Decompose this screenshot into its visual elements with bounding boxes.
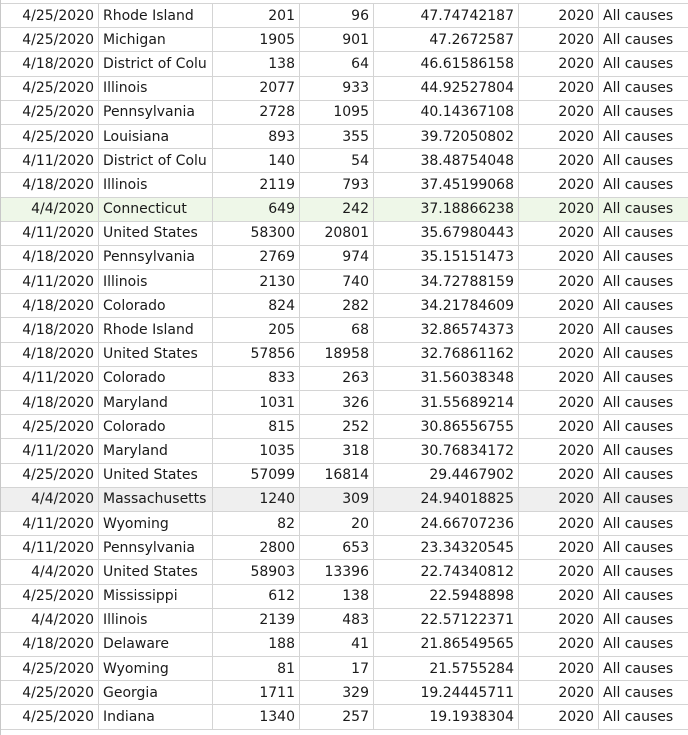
state-cell[interactable]: United States [99, 343, 213, 366]
state-cell[interactable]: Maryland [99, 391, 213, 414]
date-cell[interactable]: 4/18/2020 [1, 246, 99, 269]
count-cell-2[interactable]: 282 [300, 294, 374, 317]
count-cell-1[interactable]: 1031 [213, 391, 300, 414]
count-cell-1[interactable]: 893 [213, 125, 300, 148]
count-cell-2[interactable]: 41 [300, 633, 374, 656]
state-cell[interactable]: Wyoming [99, 657, 213, 680]
table-row [1, 149, 688, 173]
state-cell[interactable]: Indiana [99, 705, 213, 728]
state-cell[interactable]: Michigan [99, 28, 213, 51]
rate-cell[interactable]: 31.55689214 [374, 391, 519, 414]
state-cell[interactable]: Maryland [99, 439, 213, 462]
count-cell-2[interactable]: 933 [300, 77, 374, 100]
year-cell[interactable]: 2020 [519, 609, 599, 632]
rate-cell[interactable]: 22.74340812 [374, 560, 519, 583]
cause-cell[interactable]: All causes [603, 491, 674, 508]
count-cell-2[interactable]: 974 [300, 246, 374, 269]
rate-cell[interactable]: 21.86549565 [374, 633, 519, 656]
rate-cell[interactable]: 47.2672587 [374, 28, 519, 51]
state-cell[interactable]: Rhode Island [99, 318, 213, 341]
count-cell-2[interactable]: 326 [300, 391, 374, 414]
state-cell[interactable]: Colorado [99, 415, 213, 438]
year-cell[interactable]: 2020 [519, 4, 599, 27]
cause-cell[interactable]: All causes [603, 128, 674, 145]
count-cell-2[interactable]: 20801 [300, 222, 374, 245]
table-row [1, 705, 688, 729]
count-cell-2[interactable]: 54 [300, 149, 374, 172]
cause-cell[interactable]: All causes [603, 201, 674, 218]
table-row [1, 246, 688, 270]
table-row [1, 391, 688, 415]
cause-cell[interactable]: All causes [603, 442, 674, 459]
rate-cell[interactable]: 37.18866238 [374, 198, 519, 221]
cause-cell[interactable]: All causes [603, 467, 674, 484]
state-cell[interactable]: Illinois [99, 609, 213, 632]
state-cell[interactable]: United States [99, 464, 213, 487]
rate-cell[interactable]: 24.94018825 [374, 488, 519, 511]
date-cell[interactable]: 4/18/2020 [1, 52, 99, 75]
cause-cell[interactable]: All causes [603, 515, 674, 532]
table-row [1, 101, 688, 125]
cause-cell[interactable]: All causes [603, 249, 674, 266]
cause-cell[interactable]: All causes [603, 7, 674, 24]
rate-cell[interactable]: 30.86556755 [374, 415, 519, 438]
cause-cell[interactable]: All causes [603, 273, 674, 290]
state-cell[interactable]: Massachusetts [99, 488, 213, 511]
count-cell-1[interactable]: 2728 [213, 101, 300, 124]
rate-cell[interactable]: 37.45199068 [374, 173, 519, 196]
cause-cell[interactable]: All causes [603, 346, 674, 363]
table-row-selected [1, 488, 688, 512]
date-cell[interactable]: 4/25/2020 [1, 585, 99, 608]
count-cell-1[interactable]: 612 [213, 585, 300, 608]
cause-cell[interactable]: All causes [603, 394, 674, 411]
state-cell[interactable]: Delaware [99, 633, 213, 656]
year-cell[interactable]: 2020 [519, 560, 599, 583]
year-cell[interactable]: 2020 [519, 488, 599, 511]
count-cell-1[interactable]: 201 [213, 4, 300, 27]
date-cell[interactable]: 4/4/2020 [1, 560, 99, 583]
date-cell[interactable]: 4/25/2020 [1, 464, 99, 487]
year-cell[interactable]: 2020 [519, 343, 599, 366]
rate-cell[interactable]: 31.56038348 [374, 367, 519, 390]
count-cell-2[interactable]: 483 [300, 609, 374, 632]
count-cell-1[interactable]: 205 [213, 318, 300, 341]
cause-cell[interactable]: All causes [603, 660, 674, 677]
year-cell[interactable]: 2020 [519, 705, 599, 728]
count-cell-1[interactable]: 1035 [213, 439, 300, 462]
cause-cell[interactable]: All causes [603, 104, 674, 121]
cause-cell[interactable]: All causes [603, 225, 674, 242]
date-cell[interactable]: 4/25/2020 [1, 125, 99, 148]
count-cell-1[interactable]: 1340 [213, 705, 300, 728]
count-cell-1[interactable]: 2130 [213, 270, 300, 293]
count-cell-1[interactable]: 2077 [213, 77, 300, 100]
cause-cell[interactable]: All causes [603, 709, 674, 726]
table-row [1, 77, 688, 101]
cause-cell[interactable]: All causes [603, 322, 674, 339]
date-cell[interactable]: 4/25/2020 [1, 681, 99, 704]
count-cell-1[interactable]: 1711 [213, 681, 300, 704]
date-cell[interactable]: 4/18/2020 [1, 633, 99, 656]
year-cell[interactable]: 2020 [519, 77, 599, 100]
date-cell[interactable]: 4/4/2020 [1, 609, 99, 632]
date-cell[interactable]: 4/11/2020 [1, 536, 99, 559]
count-cell-2[interactable]: 653 [300, 536, 374, 559]
date-cell[interactable]: 4/25/2020 [1, 101, 99, 124]
cause-cell[interactable]: All causes [603, 539, 674, 556]
rate-cell[interactable]: 19.24445711 [374, 681, 519, 704]
table-row [1, 4, 688, 28]
table-row [1, 512, 688, 536]
table-row [1, 125, 688, 149]
state-cell[interactable]: District of Colu [99, 149, 213, 172]
count-cell-1[interactable]: 82 [213, 512, 300, 535]
table-row [1, 439, 688, 463]
count-cell-2[interactable]: 17 [300, 657, 374, 680]
count-cell-2[interactable]: 263 [300, 367, 374, 390]
year-cell[interactable]: 2020 [519, 198, 599, 221]
cause-cell[interactable]: All causes [603, 370, 674, 387]
count-cell-1[interactable]: 2139 [213, 609, 300, 632]
year-cell[interactable]: 2020 [519, 536, 599, 559]
state-cell[interactable]: Wyoming [99, 512, 213, 535]
year-cell[interactable]: 2020 [519, 52, 599, 75]
state-cell[interactable]: Mississippi [99, 585, 213, 608]
state-cell[interactable]: Louisiana [99, 125, 213, 148]
count-cell-1[interactable]: 833 [213, 367, 300, 390]
table-row [1, 343, 688, 367]
year-cell[interactable]: 2020 [519, 173, 599, 196]
count-cell-1[interactable]: 138 [213, 52, 300, 75]
cause-cell[interactable]: All causes [603, 684, 674, 701]
rate-cell[interactable]: 21.5755284 [374, 657, 519, 680]
count-cell-2[interactable]: 329 [300, 681, 374, 704]
year-cell[interactable]: 2020 [519, 681, 599, 704]
state-cell[interactable]: Pennsylvania [99, 536, 213, 559]
date-cell[interactable]: 4/25/2020 [1, 4, 99, 27]
table-row [1, 657, 688, 681]
year-cell[interactable]: 2020 [519, 391, 599, 414]
count-cell-1[interactable]: 140 [213, 149, 300, 172]
date-cell[interactable]: 4/25/2020 [1, 77, 99, 100]
year-cell[interactable]: 2020 [519, 222, 599, 245]
count-cell-2[interactable]: 68 [300, 318, 374, 341]
count-cell-2[interactable]: 309 [300, 488, 374, 511]
cause-cell[interactable]: All causes [603, 80, 674, 97]
table-row [1, 52, 688, 76]
date-cell[interactable]: 4/18/2020 [1, 318, 99, 341]
state-cell[interactable]: Rhode Island [99, 4, 213, 27]
year-cell[interactable]: 2020 [519, 633, 599, 656]
state-cell[interactable]: Colorado [99, 294, 213, 317]
rate-cell[interactable]: 32.86574373 [374, 318, 519, 341]
year-cell[interactable]: 2020 [519, 28, 599, 51]
date-cell[interactable]: 4/25/2020 [1, 657, 99, 680]
count-cell-1[interactable]: 2769 [213, 246, 300, 269]
count-cell-2[interactable]: 18958 [300, 343, 374, 366]
date-cell[interactable]: 4/25/2020 [1, 28, 99, 51]
table-row [1, 609, 688, 633]
rate-cell[interactable]: 47.74742187 [374, 4, 519, 27]
state-cell[interactable]: District of Colu [99, 52, 213, 75]
rate-cell[interactable]: 22.57122371 [374, 609, 519, 632]
table-row [1, 318, 688, 342]
count-cell-2[interactable]: 96 [300, 4, 374, 27]
table-row [1, 173, 688, 197]
table-row [1, 367, 688, 391]
year-cell[interactable]: 2020 [519, 439, 599, 462]
count-cell-2[interactable]: 13396 [300, 560, 374, 583]
date-cell[interactable]: 4/11/2020 [1, 367, 99, 390]
count-cell-2[interactable]: 252 [300, 415, 374, 438]
date-cell[interactable]: 4/25/2020 [1, 415, 99, 438]
year-cell[interactable]: 2020 [519, 101, 599, 124]
count-cell-1[interactable]: 649 [213, 198, 300, 221]
state-cell[interactable]: Colorado [99, 367, 213, 390]
count-cell-1[interactable]: 57856 [213, 343, 300, 366]
date-cell[interactable]: 4/11/2020 [1, 270, 99, 293]
table-row [1, 294, 688, 318]
count-cell-2[interactable]: 242 [300, 198, 374, 221]
rate-cell[interactable]: 23.34320545 [374, 536, 519, 559]
table-row [1, 633, 688, 657]
rate-cell[interactable]: 29.4467902 [374, 464, 519, 487]
year-cell[interactable]: 2020 [519, 464, 599, 487]
table-row [1, 585, 688, 609]
date-cell[interactable]: 4/11/2020 [1, 512, 99, 535]
table-row [1, 464, 688, 488]
table-row [1, 536, 688, 560]
year-cell[interactable]: 2020 [519, 125, 599, 148]
rate-cell[interactable]: 34.21784609 [374, 294, 519, 317]
rate-cell[interactable]: 24.66707236 [374, 512, 519, 535]
count-cell-2[interactable]: 1095 [300, 101, 374, 124]
count-cell-2[interactable]: 64 [300, 52, 374, 75]
year-cell[interactable]: 2020 [519, 512, 599, 535]
cause-cell[interactable]: All causes [603, 612, 674, 629]
table-row [1, 222, 688, 246]
state-cell[interactable]: Illinois [99, 77, 213, 100]
rate-cell[interactable]: 34.72788159 [374, 270, 519, 293]
count-cell-1[interactable]: 1240 [213, 488, 300, 511]
state-cell[interactable]: Illinois [99, 173, 213, 196]
state-cell[interactable]: Georgia [99, 681, 213, 704]
count-cell-2[interactable]: 793 [300, 173, 374, 196]
date-cell[interactable]: 4/18/2020 [1, 391, 99, 414]
rate-cell[interactable]: 46.61586158 [374, 52, 519, 75]
table-row [1, 415, 688, 439]
rate-cell[interactable]: 44.92527804 [374, 77, 519, 100]
date-cell[interactable]: 4/18/2020 [1, 294, 99, 317]
date-cell[interactable]: 4/4/2020 [1, 198, 99, 221]
year-cell[interactable]: 2020 [519, 294, 599, 317]
cause-cell[interactable]: All causes [603, 636, 674, 653]
count-cell-1[interactable]: 188 [213, 633, 300, 656]
count-cell-1[interactable]: 81 [213, 657, 300, 680]
year-cell[interactable]: 2020 [519, 246, 599, 269]
year-cell[interactable]: 2020 [519, 367, 599, 390]
state-cell[interactable]: United States [99, 560, 213, 583]
count-cell-2[interactable]: 318 [300, 439, 374, 462]
rate-cell[interactable]: 35.15151473 [374, 246, 519, 269]
count-cell-2[interactable]: 20 [300, 512, 374, 535]
table-row [1, 560, 688, 584]
year-cell[interactable]: 2020 [519, 657, 599, 680]
date-cell[interactable]: 4/11/2020 [1, 149, 99, 172]
table-body [1, 4, 688, 730]
rate-cell[interactable]: 19.1938304 [374, 705, 519, 728]
count-cell-1[interactable]: 57099 [213, 464, 300, 487]
state-cell[interactable]: Pennsylvania [99, 101, 213, 124]
count-cell-2[interactable]: 257 [300, 705, 374, 728]
cause-cell[interactable]: All causes [603, 563, 674, 580]
year-cell[interactable]: 2020 [519, 270, 599, 293]
state-cell[interactable]: Connecticut [99, 198, 213, 221]
cause-cell[interactable]: All causes [603, 152, 674, 169]
state-cell[interactable]: Illinois [99, 270, 213, 293]
rate-cell[interactable]: 40.14367108 [374, 101, 519, 124]
rate-cell[interactable]: 39.72050802 [374, 125, 519, 148]
date-cell[interactable]: 4/18/2020 [1, 343, 99, 366]
count-cell-1[interactable]: 58903 [213, 560, 300, 583]
rate-cell[interactable]: 38.48754048 [374, 149, 519, 172]
count-cell-1[interactable]: 824 [213, 294, 300, 317]
year-cell[interactable]: 2020 [519, 318, 599, 341]
table-row [1, 28, 688, 52]
count-cell-2[interactable]: 355 [300, 125, 374, 148]
date-cell[interactable]: 4/18/2020 [1, 173, 99, 196]
state-cell[interactable]: Pennsylvania [99, 246, 213, 269]
cause-cell[interactable]: All causes [603, 31, 674, 48]
rate-cell[interactable]: 30.76834172 [374, 439, 519, 462]
year-cell[interactable]: 2020 [519, 585, 599, 608]
count-cell-1[interactable]: 815 [213, 415, 300, 438]
count-cell-2[interactable]: 16814 [300, 464, 374, 487]
count-cell-1[interactable]: 2119 [213, 173, 300, 196]
table-row [1, 681, 688, 705]
cause-cell[interactable]: All causes [603, 588, 674, 605]
cause-cell[interactable]: All causes [603, 55, 674, 72]
count-cell-1[interactable]: 2800 [213, 536, 300, 559]
rate-cell[interactable]: 35.67980443 [374, 222, 519, 245]
cause-cell[interactable]: All causes [603, 176, 674, 193]
date-cell[interactable]: 4/4/2020 [1, 488, 99, 511]
state-cell[interactable]: United States [99, 222, 213, 245]
count-cell-2[interactable]: 740 [300, 270, 374, 293]
cause-cell[interactable]: All causes [603, 297, 674, 314]
rate-cell[interactable]: 32.76861162 [374, 343, 519, 366]
year-cell[interactable]: 2020 [519, 149, 599, 172]
count-cell-1[interactable]: 1905 [213, 28, 300, 51]
rate-cell[interactable]: 22.5948898 [374, 585, 519, 608]
count-cell-2[interactable]: 138 [300, 585, 374, 608]
count-cell-1[interactable]: 58300 [213, 222, 300, 245]
date-cell[interactable]: 4/11/2020 [1, 439, 99, 462]
count-cell-2[interactable]: 901 [300, 28, 374, 51]
table-row [1, 270, 688, 294]
year-cell[interactable]: 2020 [519, 415, 599, 438]
cause-cell[interactable]: All causes [603, 418, 674, 435]
date-cell[interactable]: 4/11/2020 [1, 222, 99, 245]
table-row-highlighted [1, 198, 688, 222]
date-cell[interactable]: 4/25/2020 [1, 705, 99, 728]
